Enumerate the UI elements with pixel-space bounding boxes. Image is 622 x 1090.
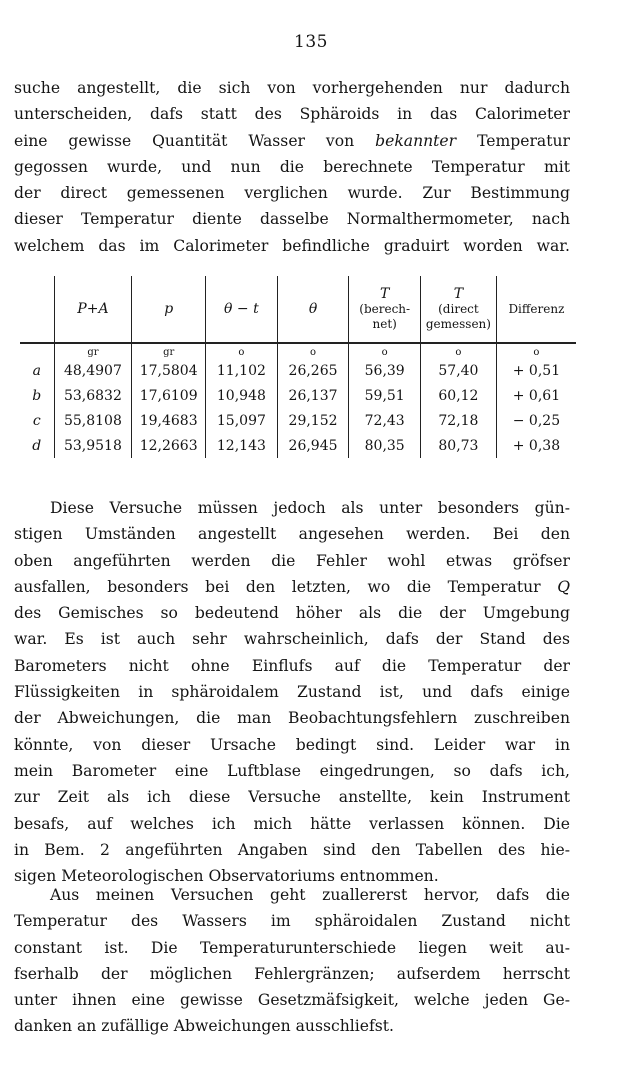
header-difference: Differenz [496,276,576,343]
cell-t-measured: 57,40 [421,358,497,383]
cell-theta-minus-t: 11,102 [206,358,278,383]
cell-p: 19,4683 [132,408,206,433]
text-line: danken an zufällige Abweichungen ausschliefst. [14,1017,394,1036]
table-row [20,408,576,433]
paragraph-3 [14,882,570,1040]
cell-theta: 26,265 [277,358,349,383]
text-line: besafs, auf welches ich mich hätte verlassen können. Die [14,814,570,833]
header-label-column [20,276,54,343]
cell-difference: − 0,25 [496,408,576,433]
text-line: stigen Umständen angestellt angesehen werden. Bei den [14,525,570,544]
cell-p-plus-a: 55,8108 [54,408,132,433]
cell-theta-minus-t: 10,948 [206,383,278,408]
table-row [20,358,576,383]
text-line: Barometers nicht ohne Einflufs auf die Temperatur der [14,656,570,675]
cell-theta: 26,137 [277,383,349,408]
cell-t-measured: 60,12 [421,383,497,408]
cell-p: 17,6109 [132,383,206,408]
cell-p-plus-a: 53,6832 [54,383,132,408]
row-label: d [32,437,42,454]
text-line: oben angeführten werden die Fehler wohl etwas gröfser [14,551,570,570]
paragraph-2 [14,495,570,889]
text-line: eine gewisse Quantität Wasser von bekannter Temperatur [14,131,570,150]
text-line: Aus meinen Versuchen geht zuallererst hervor, dafs die [50,886,570,904]
text-line: welchem das im Calorimeter befindliche graduirt worden war. [14,236,570,255]
text-line: sigen Meteorologischen Observatoriums entnommen. [14,867,439,886]
cell-p-plus-a: 53,9518 [54,433,132,458]
cell-t-calculated: 59,51 [349,383,421,408]
page-number: 135 [294,32,328,52]
text-line: dieser Temperatur diente dasselbe Normalthermometer, nach [14,210,570,229]
cell-difference: + 0,61 [496,383,576,408]
unit-cell: gr [54,343,132,358]
text-line: könnte, von dieser Ursache bedingt sind. Leider war in [14,735,570,754]
cell-t-measured: 72,18 [421,408,497,433]
unit-cell: o [206,343,278,358]
text-line: war. Es ist auch sehr wahrscheinlich, dafs der Stand des [14,630,570,649]
cell-theta-minus-t: 15,097 [206,408,278,433]
cell-difference: + 0,51 [496,358,576,383]
row-label: b [32,387,42,404]
row-label: a [32,362,41,379]
header-t-measured: T (direct gemessen) [421,276,497,343]
row-label: c [32,412,41,429]
text-line: constant ist. Die Temperaturunterschiede liegen weit au- [14,938,570,957]
text-line: des Gemisches so bedeutend höher als die der Umgebung [14,604,570,623]
text-line: gegossen wurde, und nun die berechnete Temperatur mit [14,157,570,176]
cell-p: 17,5804 [132,358,206,383]
unit-cell: o [349,343,421,358]
table-row [20,383,576,408]
text-line: suche angestellt, die sich von vorhergehenden nur dadurch [14,79,570,97]
table-row [20,433,576,458]
text-line: der direct gemessenen verglichen wurde. Zur Bestimmung [14,184,570,203]
emphasis: bekannter [375,131,457,150]
emphasis: Q [557,577,570,596]
text-line: ausfallen, besonders bei den letzten, wo die Temperatur Q [14,577,570,596]
unit-cell: o [496,343,576,358]
cell-theta-minus-t: 12,143 [206,433,278,458]
cell-difference: + 0,38 [496,433,576,458]
cell-t-calculated: 80,35 [349,433,421,458]
text-line: mein Barometer eine Luftblase eingedrungen, so dafs ich, [14,761,570,780]
unit-cell: gr [132,343,206,358]
header-t-calculated: T (berech- net) [349,276,421,343]
table-header-row [20,276,576,343]
text-line: der Abweichungen, die man Beobachtungsfehlern zuschreiben [14,709,570,728]
cell-p-plus-a: 48,4907 [54,358,132,383]
text-line: in Bem. 2 angeführten Angaben sind den Tabellen des hie- [14,840,570,859]
cell-theta: 29,152 [277,408,349,433]
cell-p: 12,2663 [132,433,206,458]
header-p: p [132,276,206,343]
results-table [20,276,576,458]
cell-t-calculated: 56,39 [349,358,421,383]
text-line: Flüssigkeiten in sphäroidalem Zustand ist, und dafs einige [14,683,570,702]
text-line: Diese Versuche müssen jedoch als unter besonders gün- [50,499,570,517]
unit-cell: o [277,343,349,358]
cell-theta: 26,945 [277,433,349,458]
cell-t-measured: 80,73 [421,433,497,458]
text-line: fserhalb der möglichen Fehlergränzen; aufserdem herrscht [14,964,570,983]
cell-t-calculated: 72,43 [349,408,421,433]
text-line: zur Zeit als ich diese Versuche anstellte, kein Instrument [14,788,570,807]
header-p-plus-a: P+A [54,276,132,343]
text-line: Temperatur des Wassers im sphäroidalen Zustand nicht [14,912,570,931]
paragraph-1 [14,75,570,259]
text-line: unterscheiden, dafs statt des Sphäroids in das Calorimeter [14,105,570,124]
unit-cell: o [421,343,497,358]
header-theta: θ [277,276,349,343]
text-line: unter ihnen eine gewisse Gesetzmäfsigkeit, welche jeden Ge- [14,991,570,1010]
units-row [20,343,576,358]
header-theta-minus-t: θ − t [206,276,278,343]
